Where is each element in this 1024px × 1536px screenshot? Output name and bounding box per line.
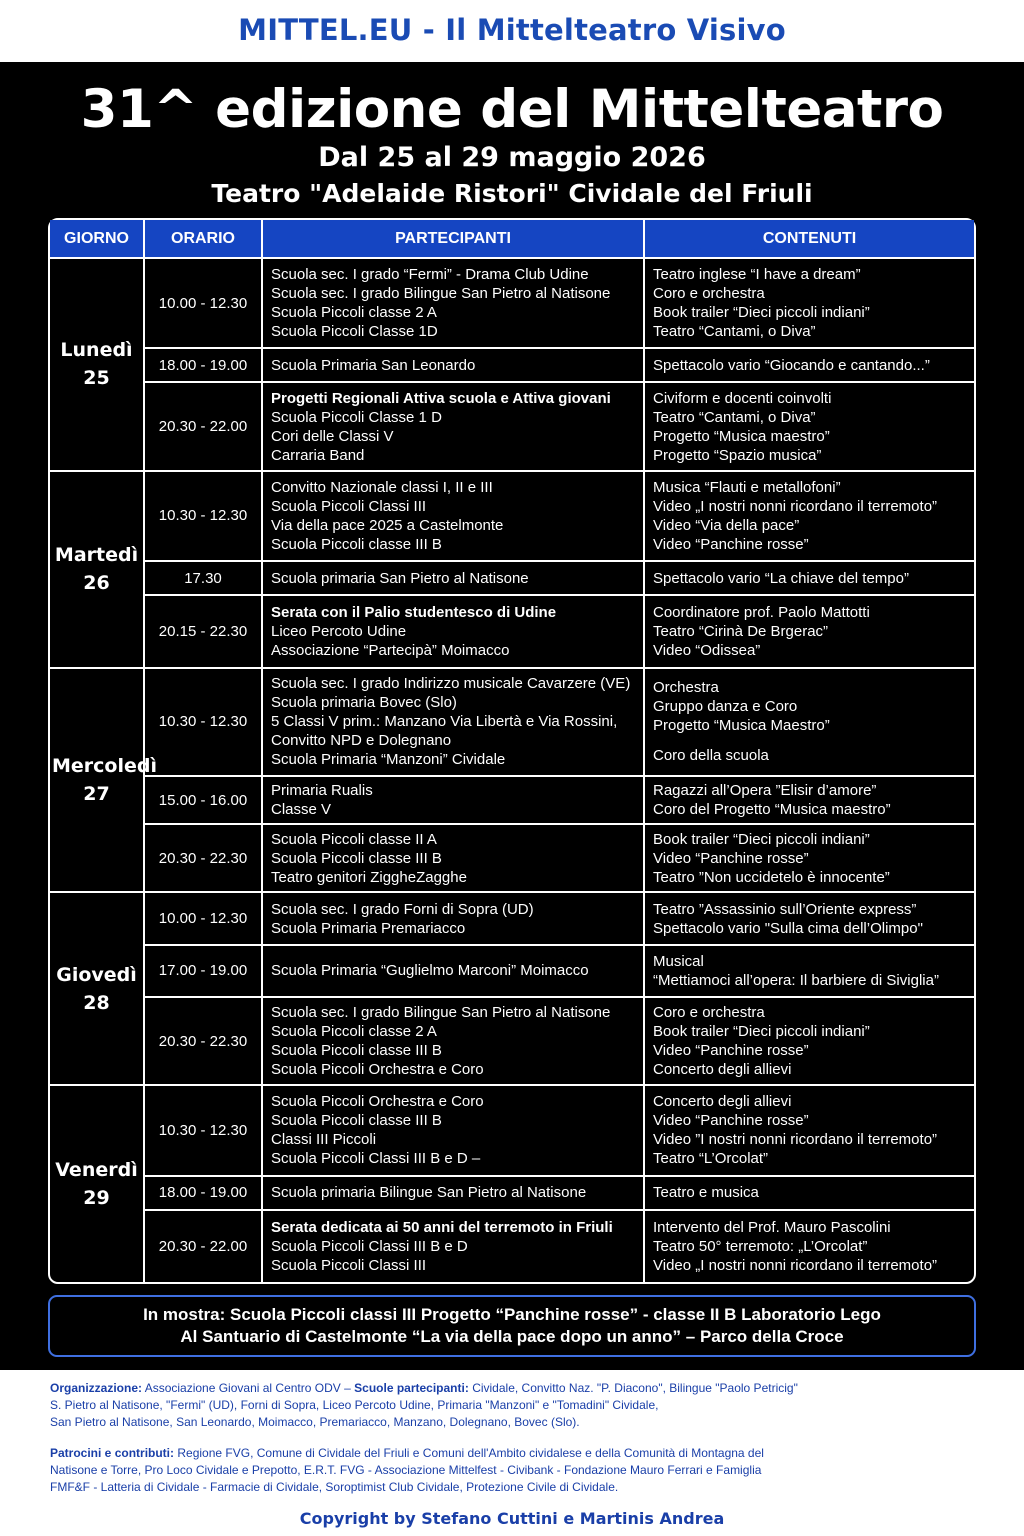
content-line: Book trailer “Dieci piccoli indiani” [653,1023,870,1041]
time-cell: 18.00 - 19.00 [144,348,262,382]
content-line: Coro e orchestra [653,1004,765,1022]
content-gap [653,735,966,746]
table-row [50,1176,974,1210]
content-line: Concerto degli allievi [653,1093,792,1111]
content-line: Spettacolo vario “La chiave del tempo” [653,569,909,587]
content-line: Civiform e docenti coinvolti [653,389,832,407]
participant-line: Primaria Rualis [271,782,373,800]
event-dates: Dal 25 al 29 maggio 2026 [318,142,706,173]
participant-line: Scuola Piccoli classe III B [271,535,442,553]
participant-line: Scuola sec. I grado “Fermi” - Drama Club Udine [271,266,589,284]
table-row [50,561,974,595]
participant-line: Scuola Piccoli classe III B [271,1112,442,1130]
table-row [50,1210,974,1282]
participants-cell [262,1210,644,1282]
time-cell: 10.30 - 12.30 [144,1085,262,1175]
header-contents: CONTENUTI [644,220,974,258]
time-cell: 20.30 - 22.30 [144,997,262,1085]
time-cell: 20.30 - 22.30 [144,824,262,892]
exhibition-box [48,1295,976,1357]
time-cell: 20.15 - 22.30 [144,595,262,667]
copyright: Copyright by Stefano Cuttini e Martinis Andrea [299,1509,725,1528]
content-line: Coordinatore prof. Paolo Mattotti [653,603,870,621]
content-line: Teatro “L’Orcolat” [653,1150,769,1168]
participants-highlight: Serata con il Palio studentesco di Udine [271,603,557,621]
sponsors-paragraph [50,1445,980,1496]
table-row [50,382,974,470]
day-cell [50,1085,144,1282]
content-line: Teatro 50° terremoto: „L’Orcolat” [653,1237,868,1255]
content-line: Teatro e musica [653,1184,759,1202]
content-line: Spettacolo vario "Sulla cima dell’Olimpo" [653,919,923,937]
contents-cell [644,348,974,382]
participant-line: Scuola Piccoli Orchestra e Coro [271,1093,484,1111]
exhibition-line-2: Al Santuario di Castelmonte “La via della pace dopo un anno” – Parco della Croce [180,1327,844,1346]
table-row [50,945,974,997]
participants-cell [262,258,644,348]
sponsors-line-2: Natisone e Torre, Pro Loco Cividale e Prepotto, E.R.T. FVG - Associazione Mittelfest - Civibank - Fondazione Mauro Ferrari e Famiglia [50,1463,762,1477]
participant-line: Scuola sec. I grado Indirizzo musicale Cavarzere (VE) [271,675,631,693]
poster [0,62,1024,1370]
table-row [50,824,974,892]
participant-line: Scuola sec. I grado Bilingue San Pietro al Natisone [271,285,611,303]
content-line: Musical [653,952,704,970]
event-title: 31^ edizione del Mittelteatro [80,79,944,140]
content-line: Concerto degli allievi [653,1061,792,1079]
participant-line: Scuola Piccoli classe 2 A [271,304,437,322]
organization-label: Organizzazione: [50,1381,143,1395]
content-line: Teatro “Cantami, o Diva” [653,323,816,341]
content-line: Book trailer “Dieci piccoli indiani” [653,304,870,322]
participant-line: Scuola Primaria San Leonardo [271,356,476,374]
content-line: Teatro “Cantami, o Diva” [653,408,816,426]
day-name: Mercoledì [52,755,157,777]
contents-cell [644,824,974,892]
participant-line: Scuola Piccoli Classi III B e D – [271,1150,481,1168]
participant-line: Scuola Piccoli Orchestra e Coro [271,1061,484,1079]
sponsors-line-1: Regione FVG, Comune di Cividale del Friuli e Comuni dell'Ambito cividalese e della Comunità di Montagna del [177,1446,764,1460]
participant-line: Scuola Piccoli Classi III [271,1256,427,1274]
participant-line: Scuola Piccoli Classi III B e D [271,1237,468,1255]
site-header [0,0,1024,62]
participant-line: 5 Classi V prim.: Manzano Via Libertà e Via Rossini, [271,713,618,731]
content-line: Teatro inglese “I have a dream” [653,266,861,284]
participants-cell [262,561,644,595]
content-line: Coro del Progetto “Musica maestro” [653,801,891,819]
participants-cell [262,776,644,824]
table-row [50,892,974,944]
schools-line-3: San Pietro al Natisone, San Leonardo, Moimacco, Premariacco, Manzano, Dolegnano, Bovec (Slo). [50,1415,580,1429]
organization-paragraph [50,1380,980,1431]
participants-cell [262,382,644,470]
participant-line: Scuola Piccoli classe 2 A [271,1023,437,1041]
participant-line: Scuola Piccoli Classe 1D [271,323,438,341]
content-line: Video „I nostri nonni ricordano il terremoto” [653,1256,938,1274]
table-row [50,997,974,1085]
participants-cell [262,997,644,1085]
content-line: Musica “Flauti e metallofoni” [653,478,841,496]
credits-footer [50,1380,980,1496]
contents-cell [644,561,974,595]
participant-line: Associazione “Partecipà” Moimacco [271,641,510,659]
day-cell [50,668,157,893]
sponsors-line-3: FMF&F - Latteria di Cividale - Farmacie di Cividale, Soroptimist Club Cividale, Protezione Civile di Cividale. [50,1480,619,1494]
participants-cell [262,471,644,561]
content-line: Gruppo danza e Coro [653,698,798,716]
table-row [50,258,974,348]
time-cell: 15.00 - 16.00 [144,776,262,824]
participants-cell [262,1085,644,1175]
participant-line: Scuola Primaria Premariacco [271,919,466,937]
content-line: Book trailer “Dieci piccoli indiani” [653,830,870,848]
schools-line-1: Cividale, Convitto Naz. "P. Diacono", Bilingue "Paolo Petricig" [472,1381,798,1395]
content-line: Video ”I nostri nonni ricordano il terremoto” [653,1131,938,1149]
day-cell [50,258,144,471]
day-cell [50,892,144,1085]
content-line: Progetto “Musica maestro” [653,427,830,445]
participant-line: Scuola Piccoli classe III B [271,849,442,867]
content-line: Teatro ”Assassinio sull’Oriente express” [653,900,917,918]
schedule-body [50,258,974,1282]
time-cell: 18.00 - 19.00 [144,1176,262,1210]
content-line: Spettacolo vario “Giocando e cantando...” [653,356,930,374]
table-row [50,595,974,667]
content-line: Video „I nostri nonni ricordano il terremoto” [653,497,938,515]
content-line: Coro della scuola [653,747,769,765]
day-number: 29 [83,1187,110,1210]
participants-highlight: Progetti Regionali Attiva scuola e Attiva giovani [271,389,611,407]
participant-line: Scuola Primaria “Manzoni” Cividale [271,751,506,769]
time-cell: 10.00 - 12.30 [144,258,262,348]
participants-cell [262,945,644,997]
day-name: Venerdì [55,1159,138,1182]
table-row [50,668,974,776]
site-title: MITTEL.EU - Il Mittelteatro Visivo [238,13,786,47]
participant-line: Carraria Band [271,446,365,464]
table-row [50,776,974,824]
content-line: Intervento del Prof. Mauro Pascolini [653,1218,891,1236]
participant-line: Scuola sec. I grado Bilingue San Pietro al Natisone [271,1004,611,1022]
participant-line: Cori delle Classi V [271,427,394,445]
participant-line: Liceo Percoto Udine [271,622,407,640]
participants-cell [262,824,644,892]
schools-line-2: S. Pietro al Natisone, "Fermi" (UD), Forni di Sopra, Liceo Percoto Udine, Primaria "Manzoni" e "Tomadini" Cividale, [50,1398,659,1412]
time-cell: 20.30 - 22.00 [144,382,262,470]
content-line: Coro e orchestra [653,285,765,303]
schools-label: Scuole partecipanti: [354,1381,469,1395]
participants-cell [262,595,644,667]
organization-text: Associazione Giovani al Centro ODV – [144,1381,351,1395]
contents-cell [644,1210,974,1282]
day-number: 25 [83,367,110,390]
sponsors-label: Patrocini e contributi: [50,1446,175,1460]
participant-line: Scuola Piccoli classe II A [271,830,437,848]
schedule-table [48,218,976,1284]
event-venue: Teatro "Adelaide Ristori" Cividale del Friuli [211,179,813,208]
content-line: Progetto “Spazio musica” [653,446,822,464]
contents-cell [644,997,974,1085]
participants-cell [262,1176,644,1210]
content-line: Video “Panchine rosse” [653,1042,809,1060]
time-cell: 10.00 - 12.30 [144,892,262,944]
content-line: Video “Panchine rosse” [653,849,809,867]
table-row [50,348,974,382]
day-number: 27 [83,783,110,805]
contents-cell [644,595,974,667]
day-number: 26 [83,572,110,595]
time-cell: 17.30 [144,561,262,595]
content-line: Video “Panchine rosse” [653,1112,809,1130]
day-name: Lunedì [60,339,133,362]
participants-highlight: Serata dedicata ai 50 anni del terremoto in Friuli [271,1218,613,1236]
header-day: GIORNO [50,220,144,258]
participant-line: Classe V [271,801,332,819]
time-cell: 10.30 - 12.30 [144,668,262,776]
day-name: Giovedì [56,963,137,986]
exhibition-line-1: In mostra: Scuola Piccoli classi III Progetto “Panchine rosse” - classe II B Laboratorio Lego [143,1305,881,1324]
day-number: 28 [83,991,110,1014]
table-row [50,1085,974,1175]
participant-line: Teatro genitori ZiggheZagghe [271,868,467,886]
participant-line: Scuola sec. I grado Forni di Sopra (UD) [271,900,534,918]
contents-cell [644,776,974,824]
participant-line: Scuola Piccoli Classe 1 D [271,408,442,426]
participants-cell [262,892,644,944]
content-line: Video “Odissea” [653,641,761,659]
participants-cell [262,348,644,382]
participant-line: Convitto NPD e Dolegnano [271,732,452,750]
content-line: Teatro ”Non uccidetelo è innocente” [653,868,890,886]
header-time: ORARIO [144,220,262,258]
day-cell [50,471,144,668]
time-cell: 10.30 - 12.30 [144,471,262,561]
participant-line: Scuola primaria San Pietro al Natisone [271,569,529,587]
content-line: “Mettiamoci all’opera: Il barbiere di Siviglia” [653,971,939,989]
participant-line: Scuola primaria Bilingue San Pietro al Natisone [271,1184,587,1202]
contents-cell [644,892,974,944]
contents-cell [644,1176,974,1210]
participant-line: Scuola Primaria “Guglielmo Marconi” Moimacco [271,962,589,980]
contents-cell [644,668,974,776]
participant-line: Classi III Piccoli [271,1131,377,1149]
day-name: Martedì [54,544,139,567]
content-line: Video “Panchine rosse” [653,535,809,553]
time-cell: 20.30 - 22.00 [144,1210,262,1282]
participant-line: Scuola Piccoli Classi III [271,497,427,515]
content-line: Teatro “Cirinà De Brgerac” [653,622,829,640]
time-cell: 17.00 - 19.00 [144,945,262,997]
participant-line: Scuola primaria Bovec (Slo) [271,694,457,712]
content-line: Ragazzi all’Opera ”Elisir d’amore” [653,782,877,800]
participant-line: Scuola Piccoli classe III B [271,1042,442,1060]
content-line: Orchestra [653,679,719,697]
contents-cell [644,1085,974,1175]
participant-line: Via della pace 2025 a Castelmonte [271,516,504,534]
contents-cell [644,945,974,997]
table-row [50,471,974,561]
contents-cell [644,382,974,470]
participants-cell [262,668,644,776]
content-line: Progetto “Musica Maestro” [653,717,830,735]
header-participants: PARTECIPANTI [262,220,644,258]
content-line: Video “Via della pace” [653,516,800,534]
table-header-row [50,220,974,258]
contents-cell [644,471,974,561]
participant-line: Convitto Nazionale classi I, II e III [271,478,493,496]
contents-cell [644,258,974,348]
